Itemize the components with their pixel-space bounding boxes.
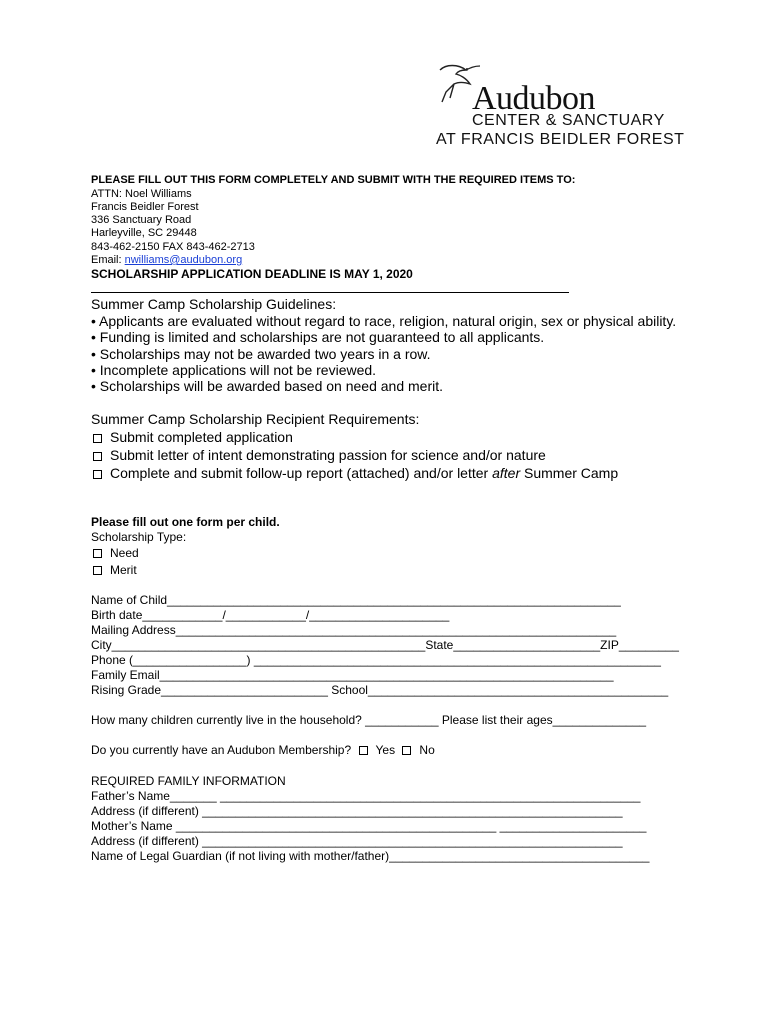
requirement-emphasis: after [492, 465, 521, 481]
guidelines-title: Summer Camp Scholarship Guidelines: [91, 296, 337, 312]
scholarship-type-merit [93, 563, 137, 578]
father-name-field[interactable]: Father’s Name_______ _______________________________________________________________ [91, 789, 641, 803]
guideline-item: • Incomplete applications will not be reviewed. [91, 362, 377, 378]
legal-guardian-field[interactable]: Name of Legal Guardian (if not living with mother/father)_______________________________________ [91, 849, 650, 863]
guideline-item: • Scholarships may not be awarded two years in a row. [91, 346, 431, 362]
membership-no-label: No [419, 743, 435, 757]
guideline-item: • Applicants are evaluated without regard to race, religion, natural origin, sex or physical ability. [91, 313, 677, 329]
need-checkbox[interactable] [93, 549, 102, 558]
requirement-label: Complete and submit follow-up report (attached) and/or letter [110, 465, 493, 481]
family-email-field[interactable]: Family Email____________________________________________________________________ [91, 668, 614, 682]
city-state-zip-field[interactable]: City_______________________________________________State______________________ZIP_________ [91, 638, 679, 652]
requirement-label: Submit letter of intent demonstrating passion for science and/or nature [110, 447, 546, 463]
org-line: Francis Beidler Forest [91, 201, 199, 213]
requirement-checkbox[interactable] [93, 470, 102, 479]
birth-date-field[interactable]: Birth date____________/____________/_____________________ [91, 608, 450, 622]
requirement-item [93, 465, 618, 481]
merit-label: Merit [110, 563, 137, 577]
rising-grade-school-field[interactable]: Rising Grade_________________________ School_____________________________________________ [91, 683, 669, 697]
divider [91, 292, 569, 293]
children-in-household-question[interactable]: How many children currently live in the household? ___________ Please list their ages______________ [91, 713, 647, 727]
phone-field[interactable]: Phone (_________________) _____________________________________________________________ [91, 653, 661, 667]
email-line [91, 254, 242, 267]
mother-address-field[interactable]: Address (if different) _______________________________________________________________ [91, 834, 623, 848]
attn-line: ATTN: Noel Williams [91, 188, 192, 200]
submit-instruction: PLEASE FILL OUT THIS FORM COMPLETELY AND SUBMIT WITH THE REQUIRED ITEMS TO: [91, 174, 576, 186]
email-link[interactable]: nwilliams@audubon.org [124, 254, 243, 266]
deadline-notice: SCHOLARSHIP APPLICATION DEADLINE IS MAY 1, 2020 [91, 267, 413, 281]
logo-wordmark: Audubon [472, 80, 596, 117]
guideline-item: • Scholarships will be awarded based on need and merit. [91, 378, 443, 394]
scholarship-type-label: Scholarship Type: [91, 530, 187, 544]
requirement-label-end: Summer Camp [520, 465, 619, 481]
email-label: Email: [91, 254, 125, 266]
mother-name-field[interactable]: Mother’s Name ________________________________________________ ______________________ [91, 819, 647, 833]
logo-line-2: AT FRANCIS BEIDLER FOREST [436, 131, 685, 148]
family-info-title: REQUIRED FAMILY INFORMATION [91, 774, 286, 788]
membership-no-checkbox[interactable] [402, 746, 411, 755]
requirement-label: Submit completed application [110, 429, 293, 445]
mailing-address-field[interactable]: Mailing Address__________________________________________________________________ [91, 623, 617, 637]
city-line: Harleyville, SC 29448 [91, 227, 197, 239]
scholarship-type-need [93, 546, 139, 561]
requirement-checkbox[interactable] [93, 452, 102, 461]
need-label: Need [110, 546, 139, 560]
requirement-item [93, 447, 546, 463]
street-line: 336 Sanctuary Road [91, 214, 192, 226]
membership-yes-label: Yes [375, 743, 396, 757]
membership-question-row [91, 743, 435, 758]
requirement-item [93, 429, 293, 445]
requirement-checkbox[interactable] [93, 434, 102, 443]
father-address-field[interactable]: Address (if different) _______________________________________________________________ [91, 804, 623, 818]
merit-checkbox[interactable] [93, 566, 102, 575]
membership-question: Do you currently have an Audubon Membership? [91, 743, 352, 757]
phone-fax-line: 843-462-2150 FAX 843-462-2713 [91, 241, 255, 253]
child-name-field[interactable]: Name of Child____________________________________________________________________ [91, 593, 621, 607]
one-form-per-child-note: Please fill out one form per child. [91, 515, 280, 529]
membership-yes-checkbox[interactable] [359, 746, 368, 755]
logo-line-1: CENTER & SANCTUARY [472, 112, 665, 129]
guideline-item: • Funding is limited and scholarships are not guaranteed to all applicants. [91, 329, 545, 345]
requirements-title: Summer Camp Scholarship Recipient Requirements: [91, 411, 420, 427]
